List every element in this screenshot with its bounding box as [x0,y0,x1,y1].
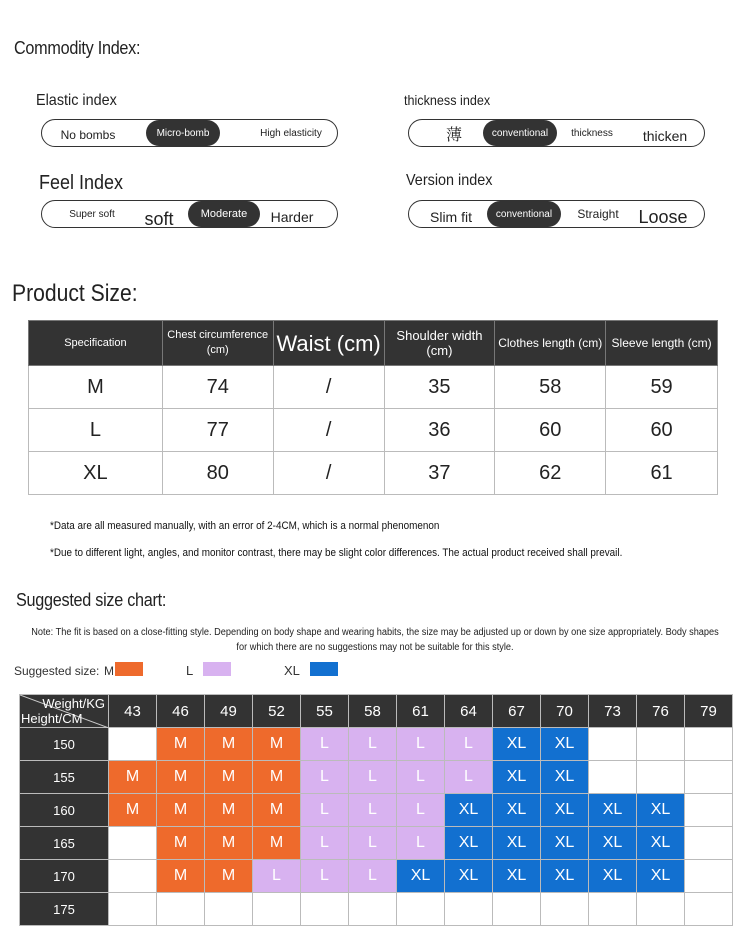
size-cell-l: L [445,728,493,761]
weight-header: 46 [157,695,205,728]
weight-header: 64 [445,695,493,728]
empty-cell [637,761,685,794]
size-cell-xl: XL [493,761,541,794]
size-cell-m: M [157,761,205,794]
size-cell-m: M [109,761,157,794]
size-cell-xl: XL [493,860,541,893]
size-cell-l: L [253,860,301,893]
size-cell-l: L [397,794,445,827]
table-cell: XL [29,452,163,495]
version-option-3: Straight [577,207,619,221]
empty-cell [685,860,733,893]
empty-cell [685,761,733,794]
table-cell: 62 [495,452,606,495]
size-cell-l: L [397,761,445,794]
table-header: Waist (cm) [273,321,384,366]
size-cell-m: M [205,860,253,893]
color-note: *Due to different light, angles, and monitor contrast, there may be slight color differences. The actual product received shall prevail. [50,547,623,559]
weight-header: 76 [637,695,685,728]
size-cell-m: M [205,827,253,860]
version-index-scale [408,200,705,228]
empty-cell [157,893,205,926]
size-cell-xl: XL [445,827,493,860]
commodity-index-title: Commodity Index: [14,38,141,58]
weight-header: 52 [253,695,301,728]
thickness-index-scale [408,119,705,147]
table-header: Shoulder width (cm) [384,321,495,366]
table-header: Clothes length (cm) [495,321,606,366]
weight-header: 61 [397,695,445,728]
elastic-index-label: Elastic index [36,92,117,109]
table-cell: 74 [162,366,273,409]
feel-option-4: Harder [270,209,314,225]
table-header: Chest circumference (cm) [162,321,273,366]
table-cell: M [29,366,163,409]
size-cell-m: M [109,794,157,827]
table-row [20,794,733,827]
table-header: Sleeve length (cm) [606,321,718,366]
product-size-title: Product Size: [12,280,138,307]
legend-label: Suggested size: [14,664,100,678]
empty-cell [205,893,253,926]
height-header: 165 [20,827,109,860]
feel-index-scale [41,200,338,228]
table-cell: / [273,409,384,452]
table-row [20,761,733,794]
size-cell-xl: XL [541,827,589,860]
elastic-index-scale [41,119,338,147]
table-cell: 37 [384,452,495,495]
table-row [20,860,733,893]
size-cell-xl: XL [541,728,589,761]
size-cell-m: M [253,827,301,860]
empty-cell [493,893,541,926]
empty-cell [109,860,157,893]
size-cell-l: L [445,761,493,794]
table-cell: 61 [606,452,718,495]
empty-cell [685,728,733,761]
table-row [29,452,718,495]
table-row [20,827,733,860]
size-cell-xl: XL [589,860,637,893]
thickness-option-4: thicken [642,128,688,144]
size-cell-l: L [397,827,445,860]
height-axis-label: Height/CM [21,711,83,726]
size-cell-xl: XL [445,860,493,893]
measurement-note: *Data are all measured manually, with an error of 2-4CM, which is a normal phenomenon [50,520,440,532]
size-cell-m: M [253,728,301,761]
thickness-index-label: thickness index [404,92,491,108]
legend-swatch-l [203,662,231,676]
size-cell-l: L [349,827,397,860]
version-index-label: Version index [406,172,493,189]
size-cell-m: M [157,794,205,827]
table-cell: / [273,452,384,495]
legend-size-l: L [186,663,194,678]
weight-header: 70 [541,695,589,728]
thickness-option-3: thickness [571,127,613,139]
table-cell: / [273,366,384,409]
size-cell-m: M [157,728,205,761]
empty-cell [589,728,637,761]
empty-cell [637,893,685,926]
feel-option-1: Super soft [69,208,115,220]
size-cell-l: L [301,794,349,827]
size-cell-xl: XL [541,794,589,827]
feel-option-2: soft [144,208,174,229]
empty-cell [109,728,157,761]
weight-header: 49 [205,695,253,728]
corner-cell [20,695,109,728]
empty-cell [109,827,157,860]
size-cell-l: L [301,761,349,794]
legend-swatch-m [115,662,143,676]
table-header: Specification [29,321,163,366]
table-cell: 80 [162,452,273,495]
size-cell-xl: XL [541,761,589,794]
size-cell-m: M [253,761,301,794]
product-size-table [28,320,718,495]
legend-size-xl: XL [284,663,300,678]
size-cell-l: L [349,794,397,827]
size-cell-xl: XL [541,860,589,893]
table-cell: 35 [384,366,495,409]
elastic-option-2: Micro-bomb [146,120,220,146]
size-cell-m: M [157,860,205,893]
weight-header: 55 [301,695,349,728]
table-cell: 59 [606,366,718,409]
size-cell-xl: XL [493,827,541,860]
weight-header-row [20,695,733,728]
size-cell-xl: XL [637,794,685,827]
feel-index-label: Feel Index [39,172,124,194]
empty-cell [685,794,733,827]
size-cell-l: L [301,728,349,761]
legend-swatch-xl [310,662,338,676]
table-row [29,409,718,452]
size-cell-l: L [349,761,397,794]
size-cell-xl: XL [397,860,445,893]
empty-cell [253,893,301,926]
legend-size-m: M [104,664,114,678]
size-cell-xl: XL [493,794,541,827]
weight-header: 79 [685,695,733,728]
size-cell-m: M [205,761,253,794]
height-header: 170 [20,860,109,893]
size-cell-m: M [157,827,205,860]
size-cell-xl: XL [637,860,685,893]
table-cell: 60 [606,409,718,452]
thickness-option-2: conventional [483,120,557,146]
empty-cell [349,893,397,926]
empty-cell [397,893,445,926]
suggested-size-title: Suggested size chart: [16,590,167,610]
height-header: 155 [20,761,109,794]
empty-cell [301,893,349,926]
size-cell-m: M [205,728,253,761]
empty-cell [445,893,493,926]
empty-cell [685,893,733,926]
empty-cell [685,827,733,860]
elastic-option-1: No bombs [60,128,116,142]
size-cell-l: L [349,728,397,761]
size-cell-l: L [301,827,349,860]
height-header: 175 [20,893,109,926]
elastic-option-3: High elasticity [260,127,322,139]
suggested-size-table [19,694,733,926]
empty-cell [637,728,685,761]
thickness-option-1: 薄 [445,126,462,144]
table-row [20,728,733,761]
size-cell-xl: XL [589,827,637,860]
size-cell-xl: XL [637,827,685,860]
size-cell-m: M [253,794,301,827]
fit-note: Note: The fit is based on a close-fitting style. Depending on body shape and wearing habits, the size may be adjusted up or down by one size appropriately. Body shapes for which there are no suggestions may not be suitable for this style. [31,627,719,653]
version-option-2: conventional [487,201,561,227]
size-cell-l: L [301,860,349,893]
table-row [29,366,718,409]
empty-cell [589,761,637,794]
table-header-row [29,321,718,366]
version-option-1: Slim fit [430,209,472,225]
size-cell-l: L [397,728,445,761]
weight-axis-label: Weight/KG [42,696,105,711]
table-row [20,893,733,926]
table-cell: 36 [384,409,495,452]
weight-header: 67 [493,695,541,728]
empty-cell [589,893,637,926]
weight-header: 43 [109,695,157,728]
table-cell: 77 [162,409,273,452]
size-cell-xl: XL [589,794,637,827]
empty-cell [109,893,157,926]
weight-header: 73 [589,695,637,728]
size-cell-xl: XL [493,728,541,761]
table-cell: 58 [495,366,606,409]
empty-cell [541,893,589,926]
feel-option-3: Moderate [188,201,260,227]
height-header: 150 [20,728,109,761]
weight-header: 58 [349,695,397,728]
size-cell-m: M [205,794,253,827]
height-header: 160 [20,794,109,827]
size-cell-l: L [349,860,397,893]
table-cell: 60 [495,409,606,452]
table-cell: L [29,409,163,452]
version-option-4: Loose [638,206,688,227]
size-cell-xl: XL [445,794,493,827]
